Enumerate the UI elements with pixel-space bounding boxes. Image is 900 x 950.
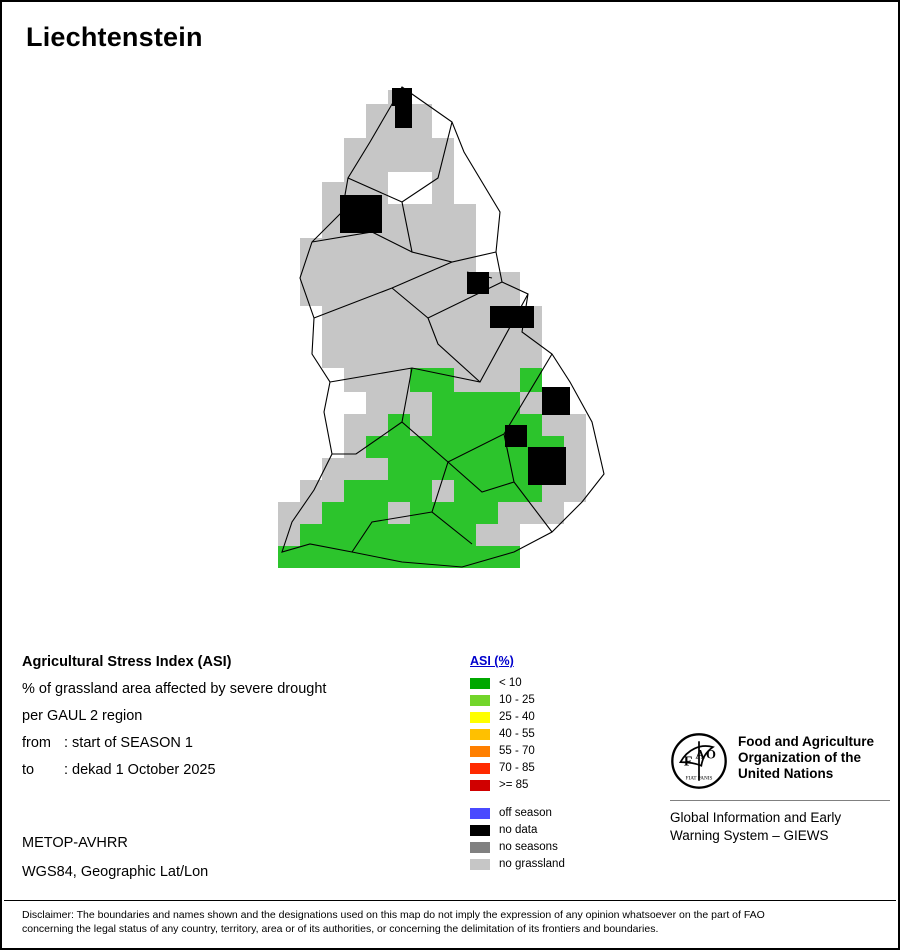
legend-item [470, 760, 650, 777]
fao-divider [670, 800, 890, 801]
legend-label: 40 - 55 [499, 728, 535, 740]
from-label: from [22, 735, 51, 751]
legend-item [470, 777, 650, 794]
liechtenstein-map [252, 82, 672, 602]
disclaimer-divider [4, 900, 896, 901]
fao-header [670, 730, 890, 790]
legend-label: no data [499, 824, 538, 836]
legend-item [470, 805, 650, 822]
legend-label: 70 - 85 [499, 762, 535, 774]
map-canvas [252, 82, 672, 602]
metadata-block [22, 835, 208, 893]
fao-org-line-2: Organization of the [738, 750, 861, 765]
legend-label: >= 85 [499, 779, 529, 791]
legend-swatch [470, 695, 490, 706]
caption-subtitle-1: % of grassland area affected by severe drought [22, 681, 327, 697]
fao-block [670, 730, 890, 845]
fao-org-line-3: United Nations [738, 766, 834, 781]
legend-item [470, 692, 650, 709]
disclaimer-line-2: concerning the legal status of any country, territory, area or of its authorities, or concerning the delimitation of its frontiers and boundaries. [22, 923, 659, 935]
sensor-label: METOP-AVHRR [22, 835, 128, 851]
legend-label: no seasons [499, 841, 558, 853]
legend-label: off season [499, 807, 552, 819]
legend-swatch [470, 859, 490, 870]
legend-title: ASI (%) [470, 654, 514, 668]
legend-label: 25 - 40 [499, 711, 535, 723]
caption-subtitle-2: per GAUL 2 region [22, 708, 143, 724]
fao-system-line-1: Global Information and Early [670, 810, 842, 825]
caption-period-to [22, 762, 452, 778]
legend-swatch [470, 842, 490, 853]
page-title: Liechtenstein [26, 22, 203, 52]
caption-block [22, 654, 452, 789]
legend-item [470, 743, 650, 760]
legend-item [470, 709, 650, 726]
svg-text:A: A [695, 747, 705, 762]
caption-period-from [22, 735, 452, 751]
disclaimer [22, 908, 882, 936]
legend-swatch [470, 780, 490, 791]
fao-org-line-1: Food and Agriculture [738, 734, 874, 749]
legend-item [470, 726, 650, 743]
legend-swatch [470, 712, 490, 723]
legend-swatch [470, 808, 490, 819]
svg-text:F: F [683, 754, 693, 770]
fao-system-name [670, 809, 890, 845]
legend [470, 654, 650, 873]
legend-swatch [470, 825, 490, 836]
legend-label: 55 - 70 [499, 745, 535, 757]
from-value: : start of SEASON 1 [64, 735, 193, 751]
fao-logo-icon [670, 732, 728, 790]
legend-swatch [470, 729, 490, 740]
to-label: to [22, 762, 35, 778]
legend-swatch [470, 763, 490, 774]
legend-label: < 10 [499, 677, 522, 689]
legend-label: 10 - 25 [499, 694, 535, 706]
svg-text:FIAT PANIS: FIAT PANIS [685, 775, 713, 782]
legend-label: no grassland [499, 858, 565, 870]
legend-swatch [470, 746, 490, 757]
legend-item [470, 839, 650, 856]
fao-system-line-2: Warning System – GIEWS [670, 828, 829, 843]
legend-spacer [470, 794, 650, 805]
legend-item [470, 675, 650, 692]
caption-heading: Agricultural Stress Index (ASI) [22, 654, 232, 670]
legend-item [470, 822, 650, 839]
legend-item [470, 856, 650, 873]
to-value: : dekad 1 October 2025 [64, 762, 216, 778]
fao-organization-name [738, 730, 874, 782]
legend-swatch [470, 678, 490, 689]
disclaimer-line-1: Disclaimer: The boundaries and names shown and the designations used on this map do not imply the expression of any opinion whatsoever on the part of FAO [22, 909, 765, 921]
projection-label: WGS84, Geographic Lat/Lon [22, 864, 209, 880]
svg-text:O: O [705, 747, 716, 762]
